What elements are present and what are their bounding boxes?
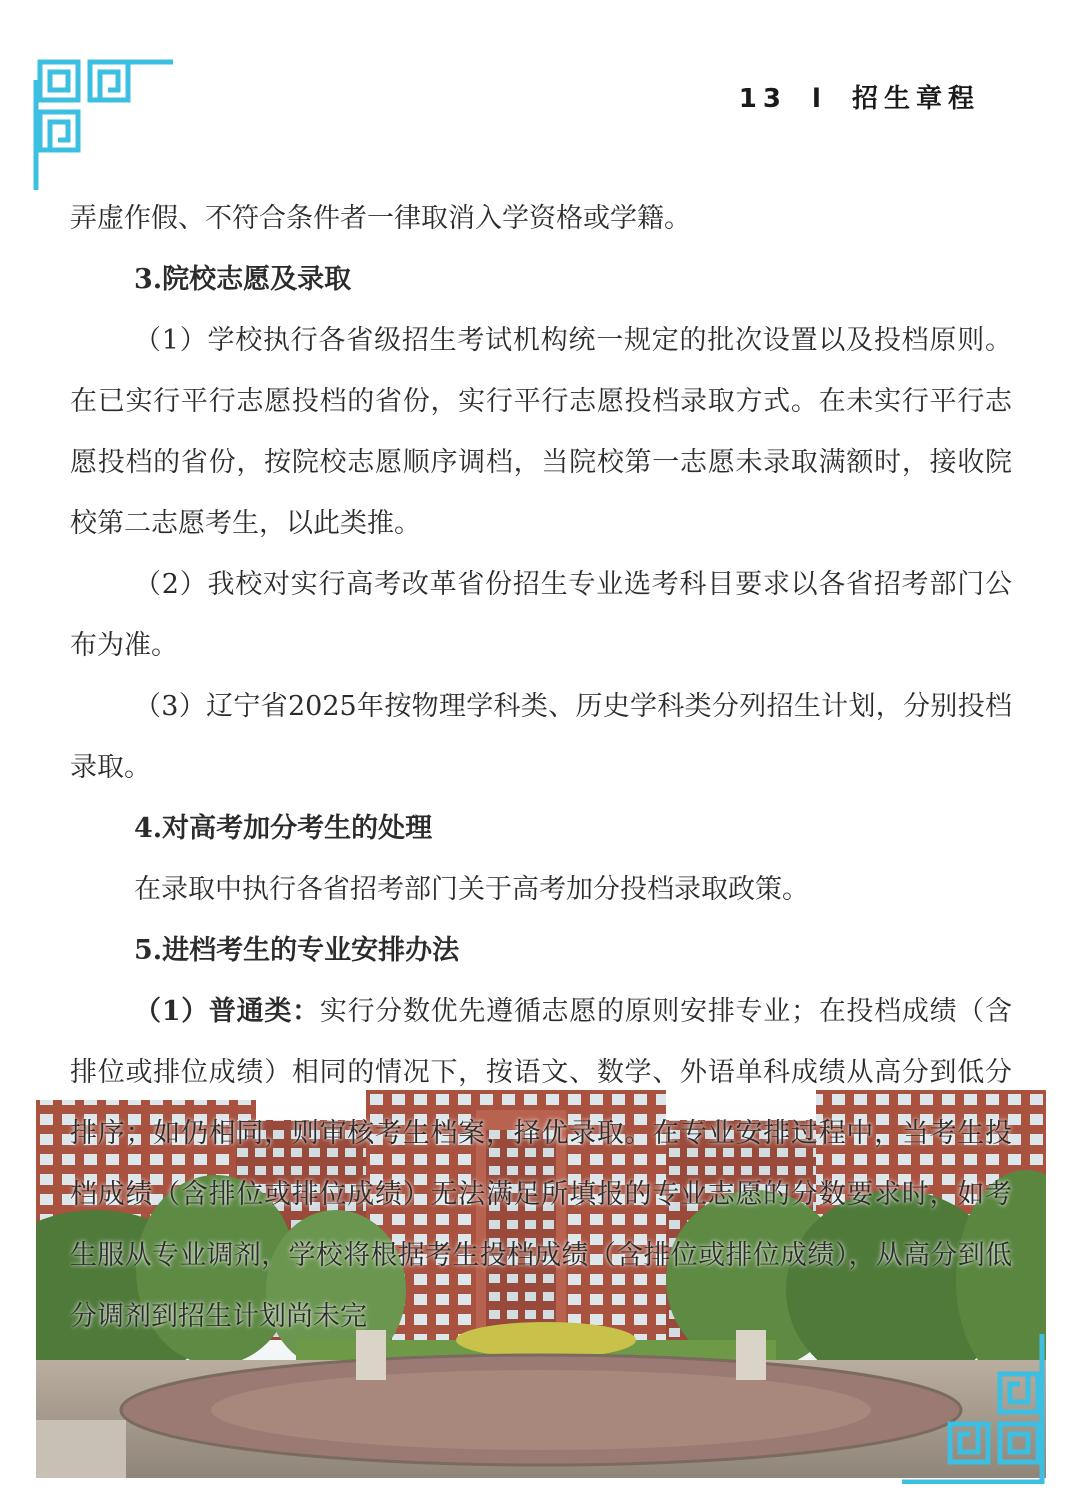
- paragraph-5-1-text: 实行分数优先遵循志愿的原则安排专业；在投档成绩（含排位或排位成绩）相同的情况下，按语文、数学、外语单科成绩从高分到低分排序；如仍相同，则审核考生档案，择优录取。在专业安排过程中，当考生投档成绩（含排位或排位成绩）无法满足所填报的专业志愿的分数要求时，如考生服从专业调剂，学校将根据考生投档成绩（含排位或排位成绩），从高分到低分调剂到招生计划尚未完: [70, 996, 1013, 1332]
- page-header: [739, 78, 980, 115]
- meander-ornament-bottom-right-icon: [900, 1332, 1050, 1484]
- section-title: 招生章程: [851, 84, 980, 114]
- continued-paragraph: 弄虚作假、不符合条件者一律取消入学资格或学籍。: [70, 203, 691, 234]
- paragraph-5-1: [70, 981, 1012, 1347]
- page-number: 13: [738, 84, 787, 114]
- header-separator: l: [812, 84, 827, 114]
- section-heading-5: 5.进档考生的专业安排办法: [134, 935, 460, 966]
- paragraph-3-2: （2）我校对实行高考改革省份招生专业选考科目要求以各省招考部门公布为准。: [70, 569, 1012, 661]
- meander-ornament-top-left-icon: [28, 40, 178, 192]
- paragraph-4: 在录取中执行各省招考部门关于高考加分投档录取政策。: [134, 874, 809, 905]
- section-heading-4: 4.对高考加分考生的处理: [134, 813, 433, 844]
- document-body: [70, 188, 1012, 1347]
- section-heading-3: 3.院校志愿及录取: [134, 264, 352, 295]
- paragraph-3-3: （3）辽宁省2025年按物理学科类、历史学科类分列招生计划，分别投档录取。: [70, 691, 1012, 783]
- paragraph-5-1-label: （1）普通类：: [134, 996, 320, 1027]
- paragraph-3-1: （1）学校执行各省级招生考试机构统一规定的批次设置以及投档原则。在已实行平行志愿投档的省份，实行平行志愿投档录取方式。在未实行平行志愿投档的省份，按院校志愿顺序调档，当院校第一志愿未录取满额时，接收院校第二志愿考生，以此类推。: [70, 325, 1012, 539]
